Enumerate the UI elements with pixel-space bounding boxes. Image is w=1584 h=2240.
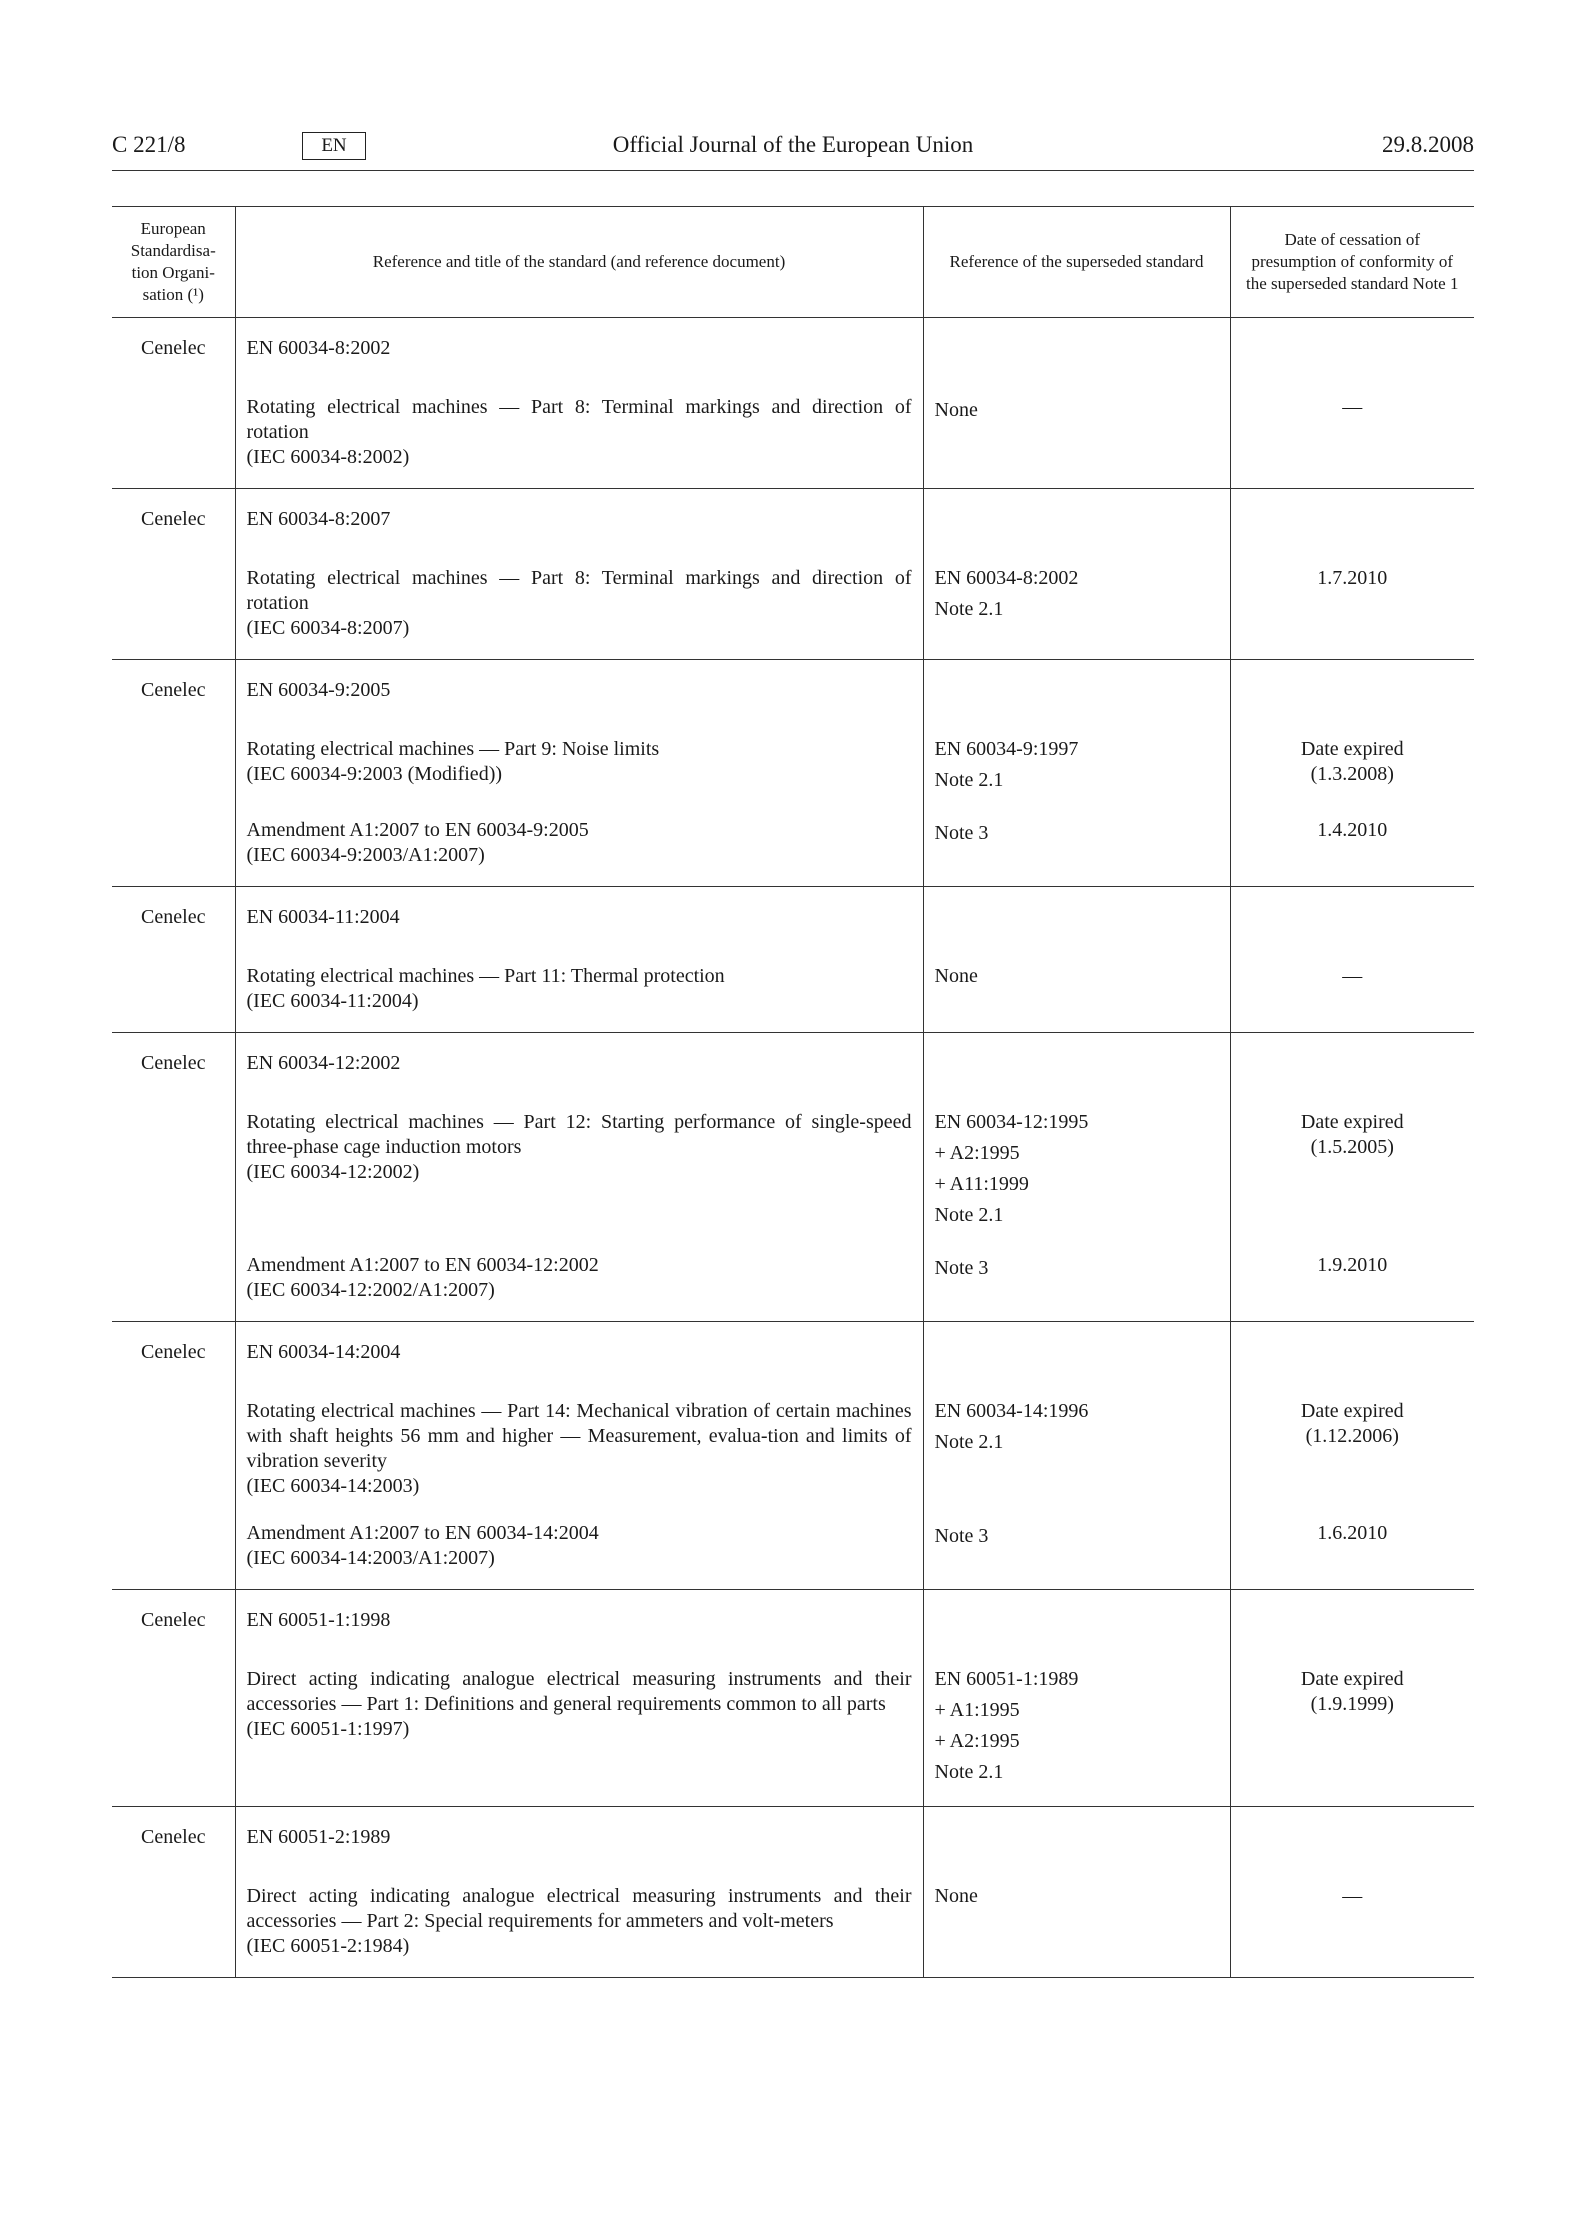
organisation-cell: Cenelec	[112, 1807, 235, 1978]
page-header	[112, 128, 1474, 168]
reference-document: (IEC 60034-12:2002)	[246, 1161, 420, 1183]
amendment-reference-document: (IEC 60034-12:2002/A1:2007)	[246, 1279, 495, 1301]
table-row	[112, 1322, 1474, 1500]
superseded-cell	[923, 1590, 1230, 1807]
publication-date: 29.8.2008	[1382, 132, 1474, 157]
standard-cell	[235, 318, 923, 489]
standard-reference: EN 60034-9:2005	[246, 679, 391, 701]
standard-title: Direct acting indicating analogue electrical measuring instruments and their accessories — Part 1: Definitions and general requirements common to all parts	[246, 1668, 912, 1715]
standard-title: Rotating electrical machines — Part 8: Terminal markings and direction of rotation	[246, 567, 912, 614]
cessation-date: Date expired	[1300, 738, 1404, 760]
amendment-superseded: Note 3	[923, 1231, 1230, 1322]
standard-title: Rotating electrical machines — Part 11: Thermal protection	[246, 965, 725, 987]
superseded-amendment: + A2:1995	[934, 1142, 1020, 1164]
table-row	[112, 318, 1474, 489]
column-header-superseded: Reference of the superseded standard	[923, 207, 1230, 318]
reference-document: (IEC 60034-14:2003)	[246, 1475, 420, 1497]
reference-document: (IEC 60051-2:1984)	[246, 1935, 410, 1957]
standards-table	[112, 206, 1474, 1978]
table-row	[112, 1590, 1474, 1807]
cessation-date-detail: (1.9.1999)	[1310, 1693, 1394, 1715]
standard-cell	[235, 1322, 923, 1500]
column-header-organisation: European Standardisa-tion Organi-sation (¹)	[112, 207, 235, 318]
page-reference: C 221/8	[112, 132, 186, 157]
reference-document: (IEC 60034-8:2002)	[246, 446, 410, 468]
amendment-cessation-date: 1.6.2010	[1230, 1499, 1474, 1590]
superseded-cell	[923, 489, 1230, 660]
standard-cell	[235, 1590, 923, 1807]
amendment-title: Amendment A1:2007 to EN 60034-12:2002	[246, 1254, 599, 1276]
superseded-amendment: + A1:1995	[934, 1699, 1020, 1721]
table-row	[112, 489, 1474, 660]
organisation-cell-empty	[112, 1231, 235, 1322]
superseded-cell	[923, 660, 1230, 797]
amendment-superseded: Note 3	[923, 796, 1230, 887]
table-row-amendment	[112, 1231, 1474, 1322]
superseded-standard: EN 60034-9:1997	[934, 738, 1079, 760]
reference-document: (IEC 60034-9:2003 (Modified))	[246, 763, 503, 785]
superseded-cell	[923, 887, 1230, 1033]
standard-reference: EN 60034-8:2002	[246, 337, 391, 359]
standard-title: Direct acting indicating analogue electrical measuring instruments and their accessories — Part 2: Special requirements for ammeters and volt-meters	[246, 1885, 912, 1932]
standard-reference: EN 60034-11:2004	[246, 906, 400, 928]
cessation-date-cell	[1230, 1590, 1474, 1807]
reference-document: (IEC 60034-11:2004)	[246, 990, 419, 1012]
cessation-date: Date expired	[1300, 1111, 1404, 1133]
organisation-cell: Cenelec	[141, 679, 206, 701]
standard-title: Rotating electrical machines — Part 12: Starting performance of single-speed three-phase cage induction motors	[246, 1111, 912, 1158]
table-row	[112, 1033, 1474, 1232]
amendment-cell	[235, 796, 923, 887]
superseded-cell	[923, 1033, 1230, 1232]
organisation-cell: Cenelec	[112, 1590, 235, 1807]
standard-cell	[235, 489, 923, 660]
organisation-cell: Cenelec	[141, 1341, 206, 1363]
amendment-reference-document: (IEC 60034-14:2003/A1:2007)	[246, 1547, 495, 1569]
cessation-date-cell	[1230, 660, 1474, 797]
amendment-superseded: Note 3	[923, 1499, 1230, 1590]
table-row-amendment	[112, 796, 1474, 887]
cessation-date-cell	[1230, 1033, 1474, 1232]
table-header-row	[112, 207, 1474, 318]
standard-cell	[235, 1033, 923, 1232]
superseded-note: Note 2.1	[934, 1761, 1004, 1783]
cessation-date-detail: (1.12.2006)	[1305, 1425, 1399, 1447]
language-badge: EN	[302, 132, 366, 160]
amendment-title: Amendment A1:2007 to EN 60034-9:2005	[246, 819, 589, 841]
superseded-note: Note 2.1	[934, 769, 1004, 791]
cessation-date-cell	[1230, 318, 1474, 489]
cessation-date: —	[1342, 396, 1363, 418]
cessation-date: —	[1342, 1885, 1363, 1907]
cessation-date-cell	[1230, 1322, 1474, 1500]
table-row	[112, 660, 1474, 797]
cessation-date-cell	[1230, 489, 1474, 660]
superseded-standard: None	[934, 1885, 978, 1907]
superseded-standard: None	[934, 399, 978, 421]
header-divider	[112, 170, 1474, 171]
organisation-cell: Cenelec	[141, 1052, 206, 1074]
reference-document: (IEC 60051-1:1997)	[246, 1718, 410, 1740]
standard-reference: EN 60051-2:1989	[246, 1826, 391, 1848]
organisation-cell: Cenelec	[112, 318, 235, 489]
standard-title: Rotating electrical machines — Part 14: Mechanical vibration of certain machines with shaft heights 56 mm and higher — Measurement, evalua-tion and limits of vibration severity	[246, 1400, 912, 1472]
superseded-note: Note 2.1	[934, 1204, 1004, 1226]
standard-cell	[235, 887, 923, 1033]
organisation-cell-empty	[112, 796, 235, 887]
amendment-cessation-date: 1.4.2010	[1230, 796, 1474, 887]
superseded-standard: EN 60034-8:2002	[934, 567, 1079, 589]
organisation-cell-empty	[112, 1499, 235, 1590]
cessation-date: Date expired	[1300, 1668, 1404, 1690]
table-row-amendment	[112, 1499, 1474, 1590]
table-row	[112, 1807, 1474, 1978]
standard-reference: EN 60034-8:2007	[246, 508, 391, 530]
column-header-cessation-date: Date of cessation of presumption of conformity of the superseded standard Note 1	[1230, 207, 1474, 318]
superseded-standard: None	[934, 965, 978, 987]
cessation-date: —	[1342, 965, 1363, 987]
cessation-date-cell	[1230, 887, 1474, 1033]
superseded-standard: EN 60051-1:1989	[934, 1668, 1079, 1690]
cessation-date-detail: (1.3.2008)	[1310, 763, 1394, 785]
standard-reference: EN 60034-12:2002	[246, 1052, 401, 1074]
standard-title: Rotating electrical machines — Part 9: Noise limits	[246, 738, 660, 760]
amendment-cell	[235, 1231, 923, 1322]
superseded-amendment: + A11:1999	[934, 1173, 1029, 1195]
cessation-date-cell	[1230, 1807, 1474, 1978]
reference-document: (IEC 60034-8:2007)	[246, 617, 410, 639]
standard-title: Rotating electrical machines — Part 8: Terminal markings and direction of rotation	[246, 396, 912, 443]
standard-cell	[235, 660, 923, 797]
cessation-date: 1.7.2010	[1317, 567, 1388, 589]
standard-cell	[235, 1807, 923, 1978]
organisation-cell: Cenelec	[112, 887, 235, 1033]
superseded-cell	[923, 318, 1230, 489]
cessation-date-detail: (1.5.2005)	[1310, 1136, 1394, 1158]
superseded-standard: EN 60034-14:1996	[934, 1400, 1089, 1422]
amendment-title: Amendment A1:2007 to EN 60034-14:2004	[246, 1522, 599, 1544]
cessation-date: Date expired	[1300, 1400, 1404, 1422]
amendment-cell	[235, 1499, 923, 1590]
superseded-amendment: + A2:1995	[934, 1730, 1020, 1752]
journal-title: Official Journal of the European Union	[612, 132, 974, 157]
organisation-cell: Cenelec	[112, 489, 235, 660]
superseded-note: Note 2.1	[934, 598, 1004, 620]
table-row	[112, 887, 1474, 1033]
superseded-note: Note 2.1	[934, 1431, 1004, 1453]
column-header-reference: Reference and title of the standard (and reference document)	[235, 207, 923, 318]
standard-reference: EN 60051-1:1998	[246, 1609, 391, 1631]
amendment-cessation-date: 1.9.2010	[1230, 1231, 1474, 1322]
superseded-cell	[923, 1807, 1230, 1978]
standard-reference: EN 60034-14:2004	[246, 1341, 401, 1363]
superseded-cell	[923, 1322, 1230, 1500]
amendment-reference-document: (IEC 60034-9:2003/A1:2007)	[246, 844, 485, 866]
superseded-standard: EN 60034-12:1995	[934, 1111, 1089, 1133]
